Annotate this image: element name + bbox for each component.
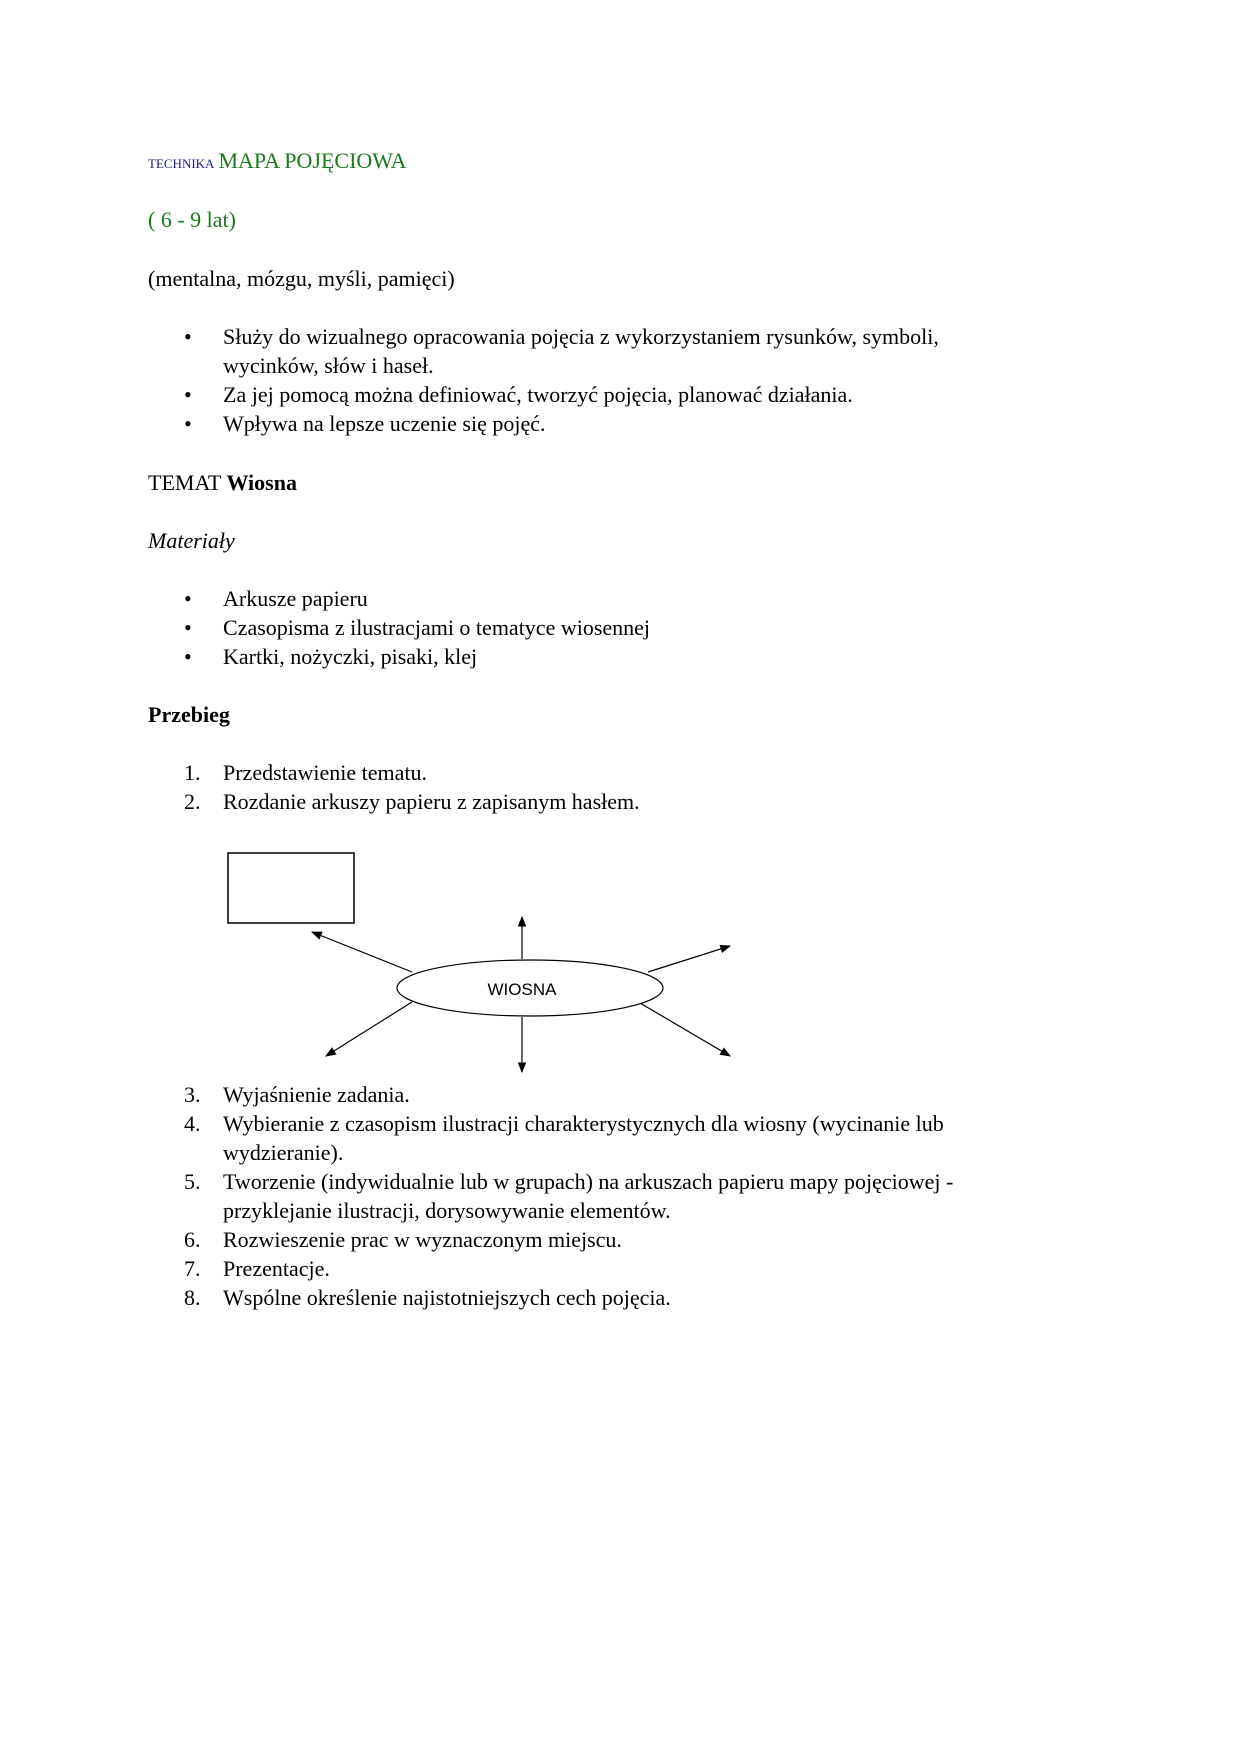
topic-value: Wiosna bbox=[226, 470, 297, 495]
arrow-lower-left bbox=[326, 1002, 412, 1056]
list-item: • Arkusze papieru bbox=[184, 586, 368, 611]
list-item: • Służy do wizualnego opracowania pojęcia z wykorzystaniem rysunków, symboli, wycinków, słów i haseł. bbox=[184, 324, 939, 378]
list-item: 7. Prezentacje. bbox=[184, 1256, 330, 1281]
concept-map-diagram bbox=[200, 845, 760, 1075]
list-item: 3. Wyjaśnienie zadania. bbox=[184, 1082, 410, 1107]
procedure-heading: Przebieg bbox=[148, 702, 230, 727]
topic-label: TEMAT bbox=[148, 470, 221, 495]
list-item: • Za jej pomocą można definiować, tworzyć pojęcia, planować działania. bbox=[184, 382, 853, 407]
materials-heading: Materiały bbox=[148, 528, 235, 553]
procedure-steps-a bbox=[148, 758, 1098, 816]
age-range: ( 6 - 9 lat) bbox=[148, 207, 236, 232]
bullet-icon: • bbox=[184, 382, 192, 407]
topic-line bbox=[148, 468, 297, 497]
list-item: 4. Wybieranie z czasopism ilustracji charakterystycznych dla wiosny (wycinanie lub wydzieranie). bbox=[184, 1111, 944, 1165]
list-item: 8. Wspólne określenie najistotniejszych cech pojęcia. bbox=[184, 1285, 671, 1310]
center-concept-label: WIOSNA bbox=[487, 980, 557, 999]
bullet-icon: • bbox=[184, 411, 192, 436]
arrow-upper-right bbox=[648, 946, 730, 972]
bullet-icon: • bbox=[184, 615, 192, 640]
list-item: 1. Przedstawienie tematu. bbox=[184, 760, 428, 785]
arrow-upper-left bbox=[312, 932, 412, 972]
technique-label: TECHNIKA bbox=[148, 156, 215, 171]
synonyms-line: (mentalna, mózgu, myśli, pamięci) bbox=[148, 266, 455, 291]
bullet-icon: • bbox=[184, 644, 192, 669]
list-item: 2. Rozdanie arkuszy papieru z zapisanym hasłem. bbox=[184, 789, 640, 814]
list-item: 6. Rozwieszenie prac w wyznaczonym miejscu. bbox=[184, 1227, 622, 1252]
materials-list bbox=[148, 584, 1098, 671]
bullet-icon: • bbox=[184, 586, 192, 611]
intro-bullet-list bbox=[148, 322, 1098, 438]
header-line bbox=[148, 148, 407, 174]
list-item: • Kartki, nożyczki, pisaki, klej bbox=[184, 644, 478, 669]
list-item: • Czasopisma z ilustracjami o tematyce wiosennej bbox=[184, 615, 651, 640]
empty-label-box bbox=[228, 853, 354, 923]
bullet-icon: • bbox=[184, 324, 192, 349]
arrow-lower-right bbox=[640, 1003, 730, 1056]
document-title: MAPA POJĘCIOWA bbox=[218, 148, 407, 173]
list-item: • Wpływa na lepsze uczenie się pojęć. bbox=[184, 411, 546, 436]
list-item: 5. Tworzenie (indywidualnie lub w grupach) na arkuszach papieru mapy pojęciowej - przyklejanie ilustracji, dorysowywanie elementów. bbox=[184, 1169, 954, 1223]
procedure-steps-b bbox=[148, 1080, 1098, 1312]
